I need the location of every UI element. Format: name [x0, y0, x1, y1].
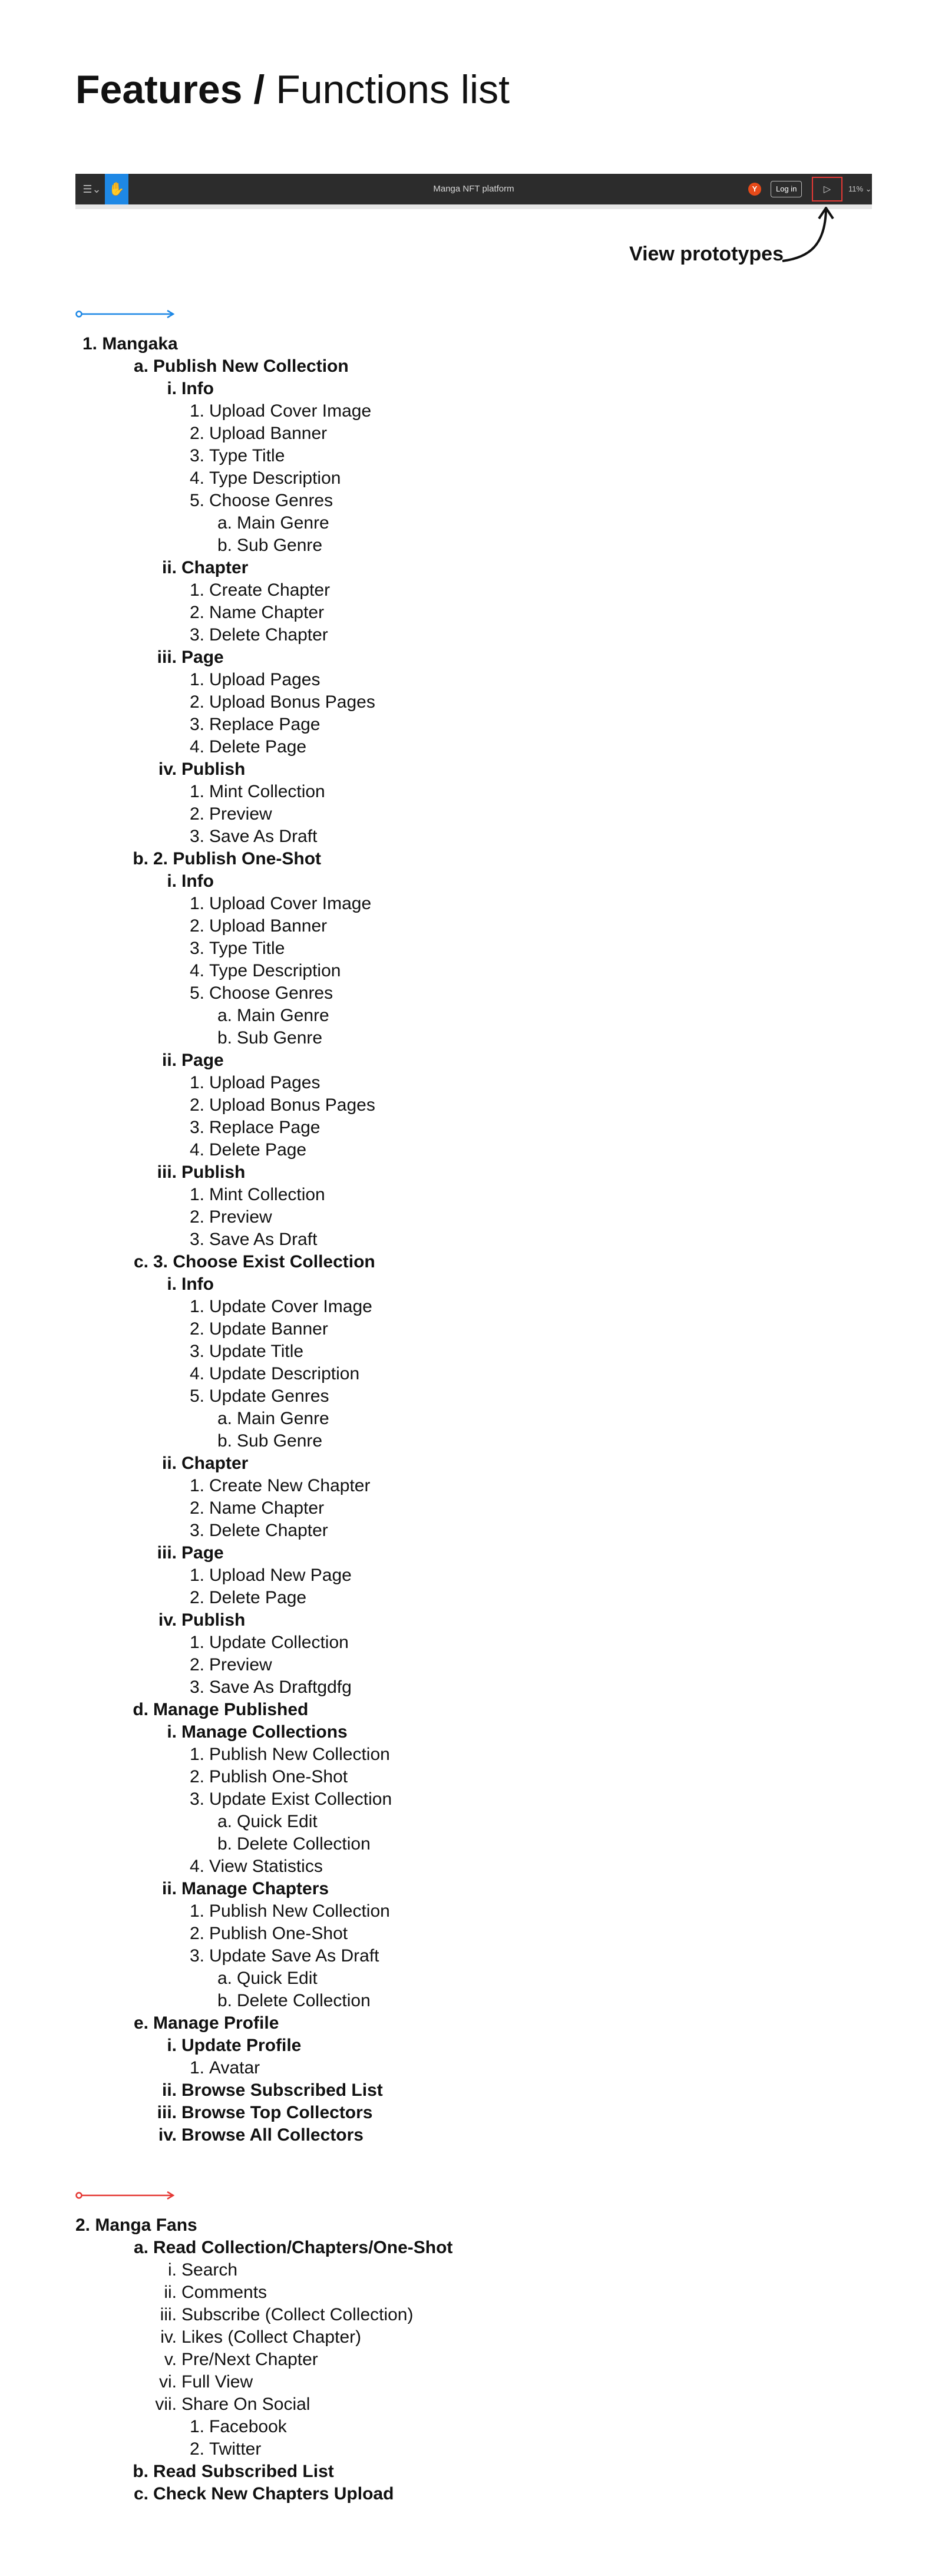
- list-item-text: Upload Banner: [209, 916, 328, 936]
- list-item: [82, 1945, 392, 1967]
- list-item: [82, 534, 392, 557]
- list-item: [82, 400, 392, 422]
- list-item-text: Twitter: [209, 2439, 262, 2459]
- list-item: [82, 1564, 392, 1587]
- list-marker: 2.: [189, 1498, 204, 1518]
- list-marker: ii.: [161, 558, 177, 577]
- list-item: [82, 579, 392, 602]
- list-marker: 1.: [189, 1901, 204, 1921]
- list-item-text: Upload Cover Image: [209, 401, 372, 421]
- prototype-toolbar: [75, 174, 872, 204]
- list-item: [82, 1497, 392, 1520]
- list-item: [82, 1878, 392, 1900]
- list-item: [82, 1833, 392, 1855]
- list-item: [75, 2304, 452, 2326]
- list-marker: 1.: [189, 2058, 204, 2078]
- list-marker: ii.: [161, 1454, 177, 1473]
- list-item: [82, 1743, 392, 1766]
- list-item-text: Upload Bonus Pages: [209, 1095, 375, 1115]
- list-marker: 1.: [189, 2417, 204, 2436]
- list-marker: 2.: [189, 804, 204, 824]
- play-prototype-icon[interactable]: ▷: [812, 177, 842, 202]
- list-marker: 4.: [189, 1140, 204, 1160]
- list-item-text: Chapter: [181, 558, 249, 577]
- list-item: [82, 1721, 392, 1743]
- list-item: [82, 2102, 392, 2124]
- list-item: [82, 1318, 392, 1340]
- list-item: [82, 1296, 392, 1318]
- list-item-text: Page: [181, 1051, 224, 1070]
- list-item-text: Avatar: [209, 2058, 260, 2078]
- list-marker: 1.: [189, 1566, 204, 1585]
- list-marker: c.: [133, 1252, 148, 1272]
- title-light: Functions list: [276, 67, 510, 112]
- toolbar-divider: [75, 204, 872, 209]
- list-item: [82, 1632, 392, 1654]
- list-item-text: 2. Publish One-Shot: [153, 849, 322, 868]
- list-item-text: Publish: [181, 1162, 246, 1182]
- list-marker: 1.: [189, 580, 204, 600]
- list-item: [82, 1855, 392, 1878]
- list-item: [75, 2237, 452, 2259]
- list-marker: b.: [217, 1431, 232, 1451]
- list-marker: 3.: [189, 939, 204, 958]
- list-item-text: Update Exist Collection: [209, 1789, 392, 1809]
- list-marker: ii.: [161, 1051, 177, 1070]
- list-item: [82, 1117, 392, 1139]
- list-item: [82, 490, 392, 512]
- list-item: [82, 1923, 392, 1945]
- list-item: [82, 960, 392, 982]
- list-item-text: Update Banner: [209, 1319, 328, 1339]
- list-item-text: Mint Collection: [209, 1185, 325, 1204]
- avatar[interactable]: Y: [748, 183, 761, 196]
- list-item-text: Upload Pages: [209, 670, 320, 689]
- list-item-text: Sub Genre: [237, 536, 323, 555]
- list-marker: 3.: [189, 1789, 204, 1809]
- list-item: [82, 557, 392, 579]
- list-item-text: Browse All Collectors: [181, 2125, 364, 2145]
- list-item-text: Browse Top Collectors: [181, 2103, 373, 2122]
- list-item: [75, 2416, 452, 2438]
- list-item: [82, 1475, 392, 1497]
- title-separator: /: [253, 67, 265, 112]
- list-item-text: Quick Edit: [237, 1969, 318, 1988]
- list-item-text: Publish New Collection: [153, 356, 349, 376]
- list-item: [82, 870, 392, 893]
- list-item-text: Delete Chapter: [209, 1521, 328, 1540]
- list-item: [82, 736, 392, 758]
- section-heading: 1. Mangaka: [82, 334, 178, 354]
- list-marker: iii.: [157, 1162, 177, 1182]
- list-item: [82, 1542, 392, 1564]
- list-item: [75, 2461, 452, 2483]
- list-item-text: Browse Subscribed List: [181, 2080, 383, 2100]
- list-item: [82, 803, 392, 825]
- list-item: [82, 2079, 392, 2102]
- list-marker: iv.: [158, 759, 177, 779]
- list-item-text: 3. Choose Exist Collection: [153, 1252, 375, 1272]
- list-item-text: Info: [181, 1274, 214, 1294]
- list-item: [82, 1363, 392, 1385]
- list-marker: b.: [217, 1028, 232, 1048]
- list-item: [82, 422, 392, 445]
- list-item: [82, 1273, 392, 1296]
- list-item: [82, 1520, 392, 1542]
- list-marker: 2.: [189, 2439, 204, 2459]
- list-item-text: Update Genres: [209, 1386, 329, 1406]
- list-marker: i.: [167, 2036, 177, 2055]
- list-item-text: Update Collection: [209, 1633, 349, 1652]
- list-item: [82, 1385, 392, 1408]
- list-marker: c.: [133, 2484, 148, 2504]
- list-marker: 3.: [189, 827, 204, 846]
- section-heading: 2. Manga Fans: [75, 2215, 197, 2235]
- list-item: [82, 1049, 392, 1072]
- list-item: [82, 669, 392, 691]
- list-item: [82, 445, 392, 467]
- list-marker: a.: [217, 513, 232, 533]
- list-marker: 3.: [189, 446, 204, 465]
- list-marker: 2.: [189, 1319, 204, 1339]
- list-item-text: Manage Published: [153, 1700, 309, 1719]
- list-item: [82, 1206, 392, 1228]
- list-item-text: Quick Edit: [237, 1812, 318, 1831]
- list-item-text: Type Description: [209, 468, 341, 488]
- list-item: [82, 848, 392, 870]
- list-item-text: Replace Page: [209, 715, 320, 734]
- list-marker: d.: [133, 1700, 148, 1719]
- list-marker: 1.: [189, 1073, 204, 1092]
- list-marker: 2.: [189, 1095, 204, 1115]
- list-marker: a.: [217, 1409, 232, 1428]
- list-item: [82, 1072, 392, 1094]
- list-item-text: Upload Banner: [209, 424, 328, 443]
- list-item: [82, 1184, 392, 1206]
- list-item: [82, 1609, 392, 1632]
- list-item: [82, 1699, 392, 1721]
- list-marker: i.: [167, 379, 177, 398]
- list-marker: b.: [133, 849, 148, 868]
- list-item-text: Save As Draftgdfg: [209, 1677, 352, 1697]
- list-marker: 2.: [189, 1655, 204, 1675]
- list-item-text: Check New Chapters Upload: [153, 2484, 394, 2504]
- manga-fans-feature-list: [75, 2214, 452, 2505]
- list-marker: b.: [133, 2462, 148, 2481]
- list-item-text: Likes (Collect Chapter): [181, 2327, 362, 2347]
- list-marker: 2.: [189, 916, 204, 936]
- list-marker: 5.: [189, 983, 204, 1003]
- list-item: [82, 1452, 392, 1475]
- list-item: [82, 937, 392, 960]
- list-marker: 2.: [189, 1767, 204, 1786]
- list-marker: ii.: [164, 2283, 177, 2302]
- blue-connector-arrow-icon: [75, 309, 176, 319]
- list-marker: 2.: [189, 692, 204, 712]
- list-marker: ii.: [161, 2080, 177, 2100]
- list-marker: 3.: [189, 1230, 204, 1249]
- list-item-text: Page: [181, 1543, 224, 1563]
- list-item-text: Share On Social: [181, 2395, 310, 2414]
- list-item-text: Comments: [181, 2283, 267, 2302]
- list-item-text: Preview: [209, 1655, 272, 1675]
- list-item-text: Name Chapter: [209, 1498, 325, 1518]
- list-item-text: Sub Genre: [237, 1431, 323, 1451]
- list-item: [82, 714, 392, 736]
- list-item: [82, 758, 392, 781]
- list-item: [82, 1251, 392, 1273]
- list-marker: a.: [133, 356, 148, 376]
- list-marker: 4.: [189, 1364, 204, 1383]
- list-item-text: Mint Collection: [209, 782, 325, 801]
- list-item-text: Upload Bonus Pages: [209, 692, 375, 712]
- list-item: [82, 1654, 392, 1676]
- list-marker: ii.: [161, 1879, 177, 1898]
- list-item: [82, 1340, 392, 1363]
- list-item: [82, 1408, 392, 1430]
- list-item-text: Replace Page: [209, 1118, 320, 1137]
- list-marker: a.: [217, 1969, 232, 1988]
- list-item: [82, 1094, 392, 1117]
- list-item-text: Publish: [181, 1610, 246, 1630]
- page-title: [75, 67, 510, 112]
- list-item-text: Publish One-Shot: [209, 1767, 348, 1786]
- list-item-text: Upload Pages: [209, 1073, 320, 1092]
- list-item-text: Choose Genres: [209, 983, 333, 1003]
- list-marker: 1.: [189, 401, 204, 421]
- list-item-text: Main Genre: [237, 513, 329, 533]
- list-item: [82, 982, 392, 1005]
- list-item: [82, 781, 392, 803]
- list-marker: 1.: [189, 782, 204, 801]
- title-bold: Features: [75, 67, 243, 112]
- list-marker: b.: [217, 1991, 232, 2010]
- list-item: [75, 2349, 452, 2371]
- list-item-text: Update Save As Draft: [209, 1946, 379, 1966]
- login-button[interactable]: Log in: [771, 181, 802, 197]
- list-marker: 3.: [189, 1521, 204, 1540]
- list-item: [82, 1967, 392, 1990]
- list-item: [82, 825, 392, 848]
- list-marker: 4.: [189, 961, 204, 980]
- list-item-text: Chapter: [181, 1454, 249, 1473]
- list-item: [82, 512, 392, 534]
- list-item-text: Publish: [181, 759, 246, 779]
- list-marker: v.: [164, 2350, 177, 2369]
- list-item: [82, 624, 392, 646]
- list-marker: iii.: [157, 1543, 177, 1563]
- list-item-text: Update Title: [209, 1342, 304, 1361]
- list-item-text: Update Cover Image: [209, 1297, 372, 1316]
- list-marker: iii.: [157, 648, 177, 667]
- list-item-text: Page: [181, 648, 224, 667]
- list-item: [75, 2326, 452, 2349]
- list-item-text: Manage Chapters: [181, 1879, 329, 1898]
- list-marker: 1.: [189, 894, 204, 913]
- list-marker: 3.: [189, 625, 204, 645]
- list-marker: i.: [167, 1722, 177, 1742]
- list-marker: 3.: [189, 715, 204, 734]
- list-marker: 3.: [189, 1677, 204, 1697]
- list-item-text: Publish One-Shot: [209, 1924, 348, 1943]
- list-item-text: Info: [181, 871, 214, 891]
- list-item-text: Preview: [209, 804, 272, 824]
- list-item-text: Search: [181, 2260, 238, 2280]
- list-marker: 2.: [189, 424, 204, 443]
- list-item: [82, 1900, 392, 1923]
- list-marker: 2.: [189, 1588, 204, 1607]
- list-marker: iv.: [160, 2327, 177, 2347]
- list-marker: 1.: [189, 1297, 204, 1316]
- list-item-text: Sub Genre: [237, 1028, 323, 1048]
- list-item: [82, 893, 392, 915]
- list-item-text: Update Description: [209, 1364, 360, 1383]
- list-marker: e.: [133, 2013, 148, 2033]
- list-item-text: Preview: [209, 1207, 272, 1227]
- list-marker: iv.: [158, 2125, 177, 2145]
- list-item-text: Create New Chapter: [209, 1476, 371, 1495]
- list-marker: 1.: [189, 1633, 204, 1652]
- list-marker: b.: [217, 536, 232, 555]
- list-marker: 5.: [189, 491, 204, 510]
- list-item: [82, 2124, 392, 2146]
- list-marker: i.: [167, 1274, 177, 1294]
- list-item: [75, 2483, 452, 2505]
- list-item-text: Type Title: [209, 446, 285, 465]
- list-item: [82, 2035, 392, 2057]
- list-item: [82, 1005, 392, 1027]
- list-item: [82, 467, 392, 490]
- list-item-text: Update Profile: [181, 2036, 302, 2055]
- list-item-text: Main Genre: [237, 1409, 329, 1428]
- view-prototypes-label: View prototypes: [629, 243, 784, 265]
- list-item: [82, 1139, 392, 1161]
- list-item-text: Read Subscribed List: [153, 2462, 334, 2481]
- list-item-text: Type Title: [209, 939, 285, 958]
- list-marker: 1.: [189, 1745, 204, 1764]
- list-item-text: Main Genre: [237, 1006, 329, 1025]
- list-item: [75, 2371, 452, 2393]
- mangaka-feature-list: [82, 333, 392, 2146]
- list-marker: 2.: [189, 1924, 204, 1943]
- list-item: [82, 355, 392, 378]
- list-item: [82, 691, 392, 714]
- list-marker: 4.: [189, 737, 204, 757]
- list-item-text: Facebook: [209, 2417, 287, 2436]
- list-item-text: Info: [181, 379, 214, 398]
- list-marker: 3.: [189, 1118, 204, 1137]
- list-item-text: Save As Draft: [209, 827, 318, 846]
- list-item: [82, 2057, 392, 2079]
- list-marker: iii.: [157, 2103, 177, 2122]
- list-item: [75, 2438, 452, 2461]
- list-item-text: Delete Page: [209, 1588, 307, 1607]
- red-connector-arrow-icon: [75, 2191, 176, 2200]
- list-item-text: Publish New Collection: [209, 1901, 390, 1921]
- list-item-text: Delete Page: [209, 1140, 307, 1160]
- list-item-text: Subscribe (Collect Collection): [181, 2305, 414, 2324]
- list-item: [82, 378, 392, 400]
- list-item: [82, 1788, 392, 1811]
- list-item-text: Manage Profile: [153, 2013, 279, 2033]
- list-marker: 1.: [189, 1476, 204, 1495]
- list-item-text: Read Collection/Chapters/One-Shot: [153, 2238, 453, 2257]
- list-item-text: Upload Cover Image: [209, 894, 372, 913]
- list-item: [82, 1990, 392, 2012]
- list-item: [82, 1430, 392, 1452]
- list-item-text: Full View: [181, 2372, 253, 2392]
- list-item: [82, 602, 392, 624]
- list-item-text: Publish New Collection: [209, 1745, 390, 1764]
- list-item: [82, 1161, 392, 1184]
- list-item: [82, 2012, 392, 2035]
- list-item: [82, 1587, 392, 1609]
- list-marker: 5.: [189, 1386, 204, 1406]
- list-item: [75, 2393, 452, 2416]
- list-item-text: Create Chapter: [209, 580, 331, 600]
- list-item: [82, 915, 392, 937]
- list-item-text: Upload New Page: [209, 1566, 352, 1585]
- list-item: [82, 1228, 392, 1251]
- list-marker: iii.: [160, 2305, 177, 2324]
- list-item: [75, 2281, 452, 2304]
- list-marker: 1.: [189, 670, 204, 689]
- list-marker: 1.: [189, 1185, 204, 1204]
- list-marker: i.: [168, 2260, 177, 2280]
- list-marker: 3.: [189, 1946, 204, 1966]
- list-item-text: Choose Genres: [209, 491, 333, 510]
- list-marker: 4.: [189, 1857, 204, 1876]
- list-item-text: Delete Chapter: [209, 625, 328, 645]
- hand-tool-icon[interactable]: ✋: [105, 174, 128, 204]
- list-marker: 4.: [189, 468, 204, 488]
- list-item-text: Delete Collection: [237, 1991, 371, 2010]
- list-marker: vi.: [159, 2372, 177, 2392]
- list-marker: 2.: [189, 1207, 204, 1227]
- list-marker: vii.: [155, 2395, 177, 2414]
- zoom-dropdown[interactable]: 11% ⌄: [848, 184, 872, 193]
- list-marker: a.: [217, 1812, 232, 1831]
- list-marker: b.: [217, 1834, 232, 1854]
- list-marker: 2.: [189, 603, 204, 622]
- file-title: Manga NFT platform: [433, 184, 514, 194]
- list-item-text: View Statistics: [209, 1857, 323, 1876]
- menu-icon[interactable]: ☰⌄: [82, 183, 101, 195]
- list-item: [75, 2259, 452, 2281]
- list-marker: a.: [133, 2238, 148, 2257]
- list-marker: iv.: [158, 1610, 177, 1630]
- list-item-text: Delete Page: [209, 737, 307, 757]
- list-item: [82, 1766, 392, 1788]
- list-item-text: Delete Collection: [237, 1834, 371, 1854]
- list-item-text: Type Description: [209, 961, 341, 980]
- list-item-text: Manage Collections: [181, 1722, 348, 1742]
- list-item: [82, 1676, 392, 1699]
- list-item-text: Name Chapter: [209, 603, 325, 622]
- list-marker: a.: [217, 1006, 232, 1025]
- list-marker: i.: [167, 871, 177, 891]
- list-item: [82, 646, 392, 669]
- list-item: [82, 1027, 392, 1049]
- list-item-text: Pre/Next Chapter: [181, 2350, 318, 2369]
- list-item-text: Save As Draft: [209, 1230, 318, 1249]
- list-marker: 3.: [189, 1342, 204, 1361]
- list-item: [82, 1811, 392, 1833]
